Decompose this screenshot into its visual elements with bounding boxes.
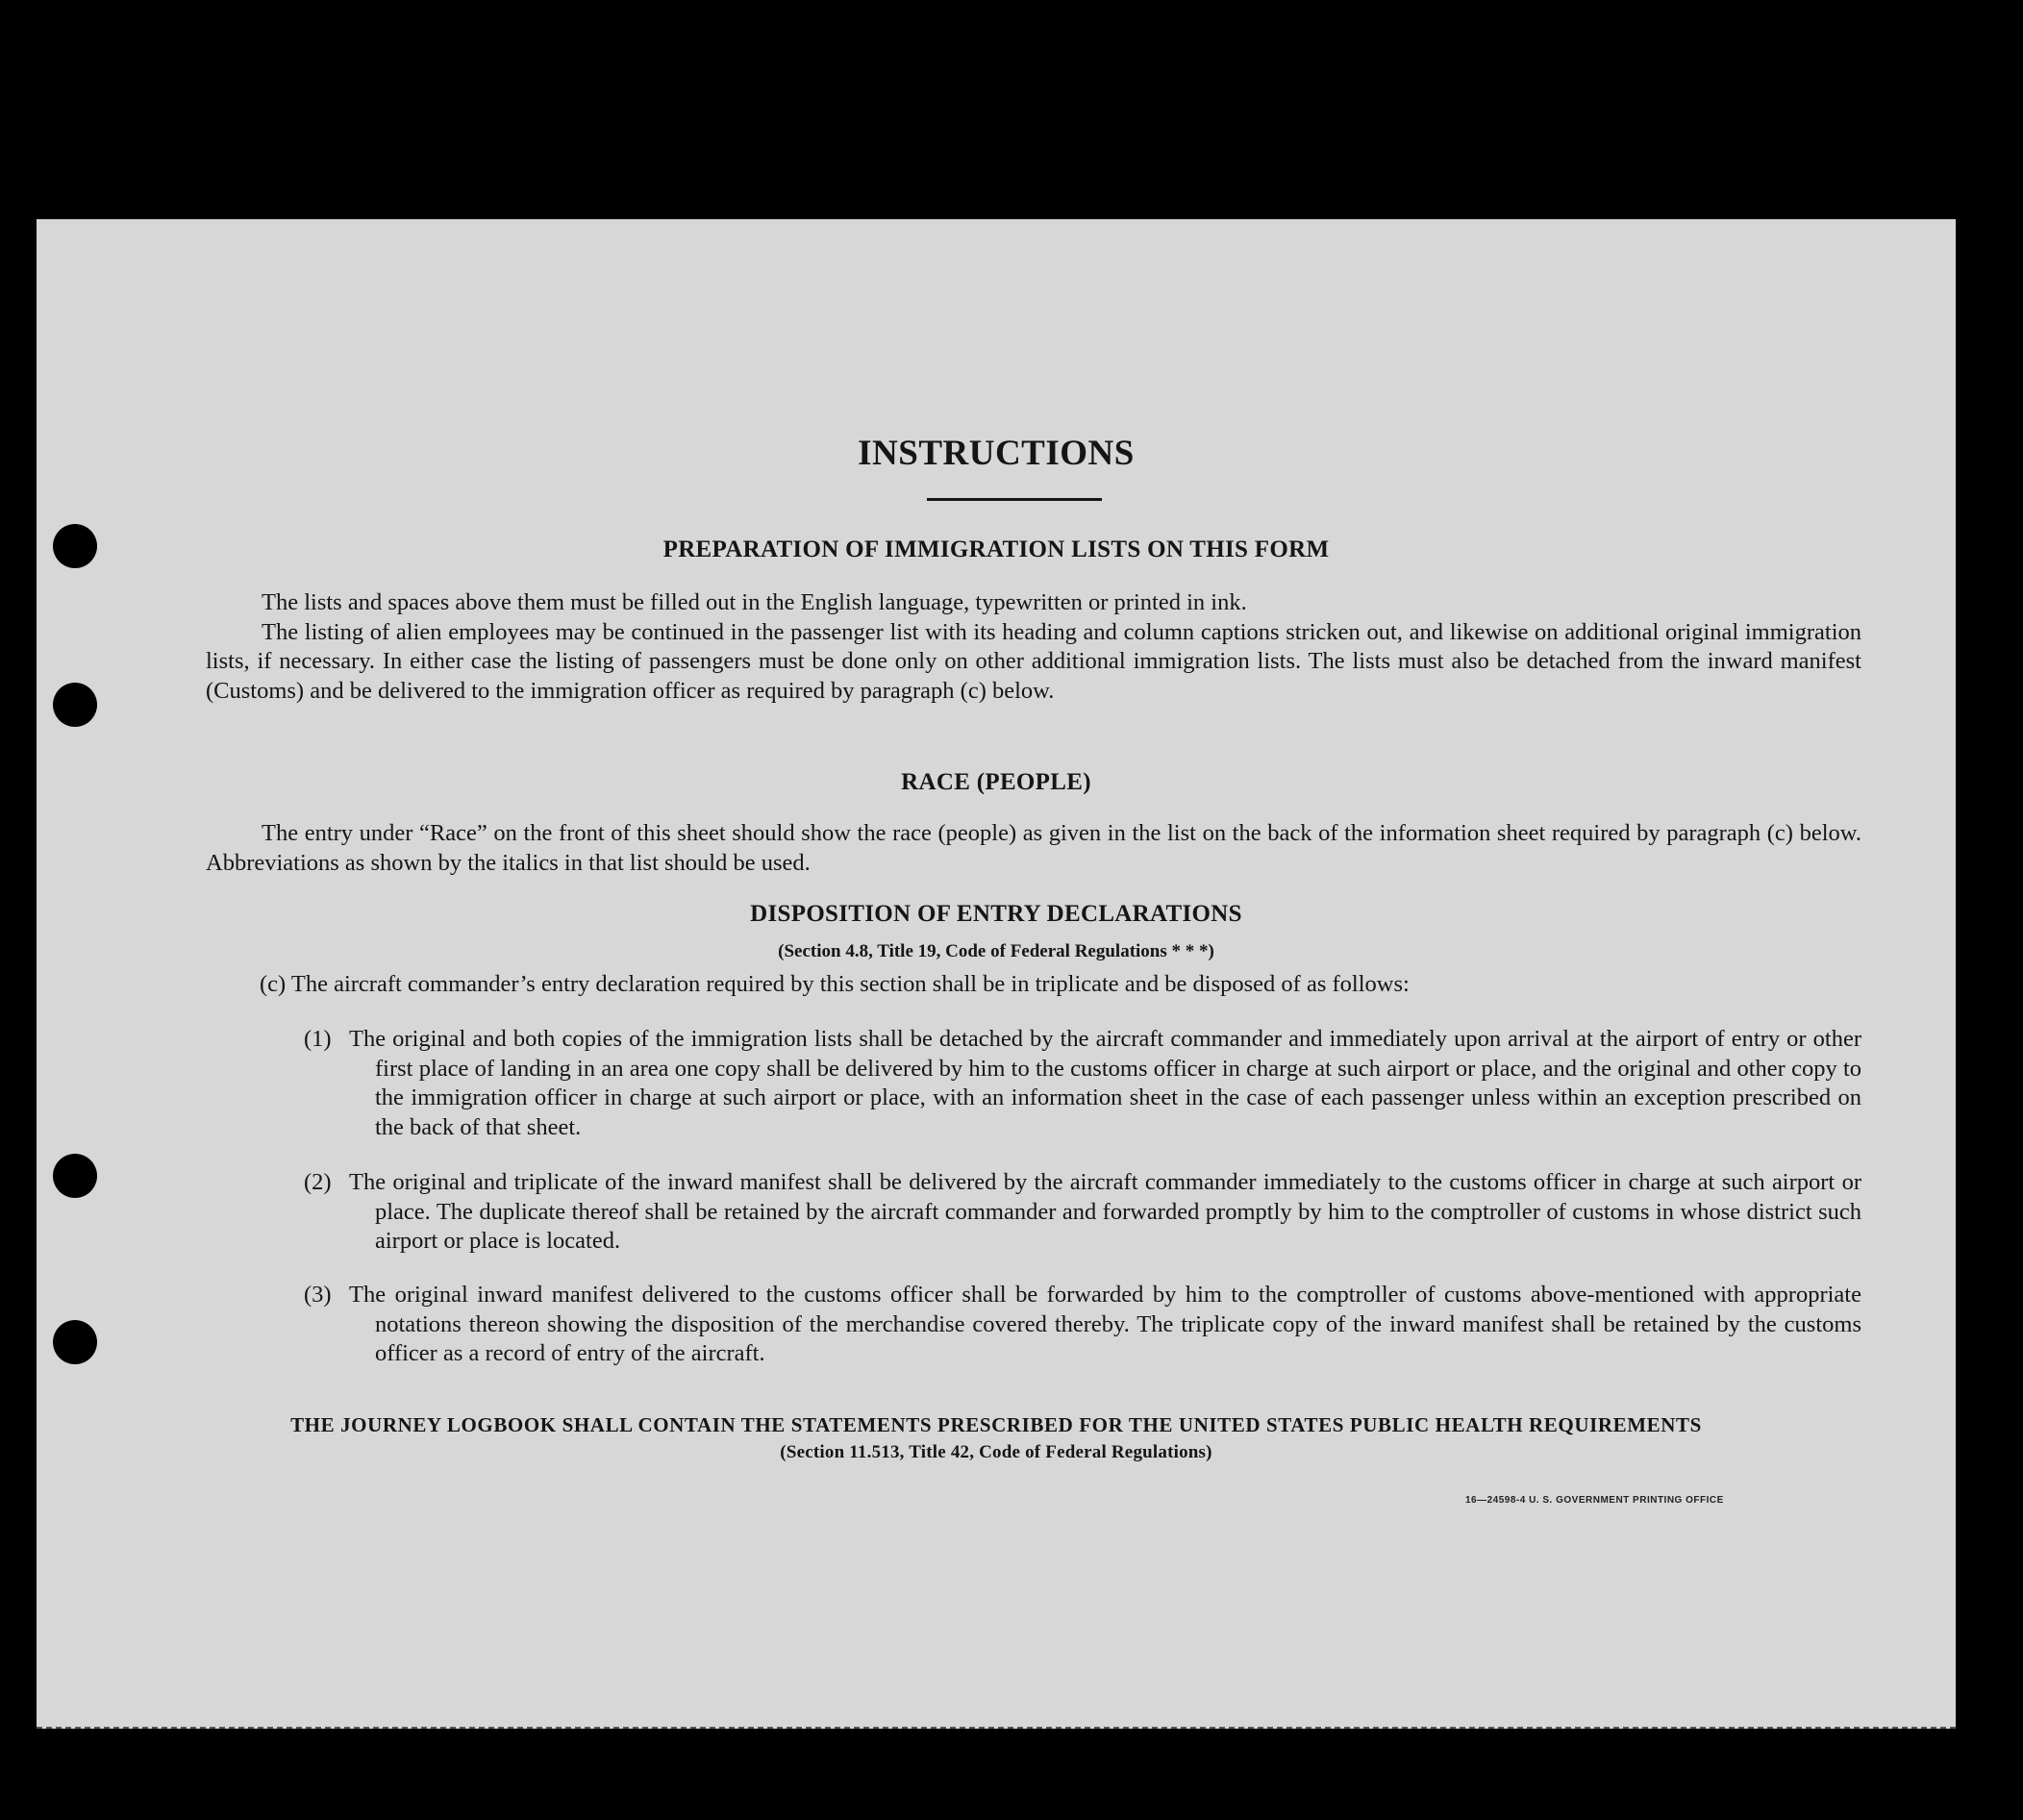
punch-hole [53,1154,97,1198]
punch-hole [53,683,97,727]
disposition-item-2 [304,1168,1861,1257]
preparation-paragraph-1: The lists and spaces above them must be filled out in the English language, typewritten or printed in ink. [262,589,1247,615]
item-text: The original and triplicate of the inward manifest shall be delivered by the aircraft commander immediately to the customs officer in charge at such airport or place. The duplicate thereof shall be retained by the aircraft commander and forwarded promptly by him to the comptroller of customs in whose district such airport or place is located. [349,1169,1861,1254]
item-number: (3) [304,1282,332,1308]
race-text [206,819,1861,878]
item-text: The original inward manifest delivered to the customs officer shall be forwarded by him to the comptroller of customs above-mentioned with appropriate notations thereon showing the disposition of the merchandise covered thereby. The triplicate copy of the inward manifest shall be retained by the customs officer as a record of entry of the aircraft. [349,1282,1861,1366]
disposition-intro: (c) The aircraft commander’s entry declaration required by this section shall be in triplicate and be disposed of as follows: [260,971,1410,997]
document-page [37,219,1956,1729]
perforation-edge [37,1727,1956,1731]
preparation-text [206,588,1861,706]
section-heading-preparation: PREPARATION OF IMMIGRATION LISTS ON THIS FORM [662,536,1330,562]
disposition-item-1 [304,1025,1861,1142]
item-number: (2) [304,1169,332,1195]
logbook-citation: (Section 11.513, Title 42, Code of Federal Regulations) [780,1442,1212,1462]
section-heading-race: RACE (PEOPLE) [901,769,1091,795]
section-heading-disposition: DISPOSITION OF ENTRY DECLARATIONS [750,901,1242,927]
item-text: The original and both copies of the immigration lists shall be detached by the aircraft commander and immediately upon arrival at the airport of entry or other first place of landing in an area one copy shall be delivered by him to the customs officer in charge at such airport or place, and the original and other copy to the immigration officer in charge at such airport or place, with an information sheet in the case of each passenger unless within an exception prescribed on the back of that sheet. [349,1026,1861,1140]
title-rule [927,498,1102,501]
disposition-citation: (Section 4.8, Title 19, Code of Federal Regulations * * *) [778,941,1214,961]
page-title: INSTRUCTIONS [858,434,1135,473]
printer-imprint: 16—24598-4 U. S. GOVERNMENT PRINTING OFFICE [1465,1495,1724,1506]
logbook-notice: THE JOURNEY LOGBOOK SHALL CONTAIN THE STATEMENTS PRESCRIBED FOR THE UNITED STATES PUBLIC HEALTH REQUIREMENTS [290,1413,1702,1436]
punch-hole [53,1320,97,1364]
item-number: (1) [304,1026,332,1052]
preparation-paragraph-2: The listing of alien employees may be continued in the passenger list with its heading and column captions stricken out, and likewise on additional original immigration lists, if necessary. In either case the listing of passengers must be done only on other additional immigration lists. The lists must also be detached from the inward manifest (Customs) and be delivered to the immigration officer as required by paragraph (c) below. [206,618,1861,704]
disposition-item-3 [304,1281,1861,1369]
race-paragraph: The entry under “Race” on the front of this sheet should show the race (people) as given in the list on the back of the information sheet required by paragraph (c) below. Abbreviations as shown by the italics in that list should be used. [206,820,1861,876]
punch-hole [53,524,97,568]
